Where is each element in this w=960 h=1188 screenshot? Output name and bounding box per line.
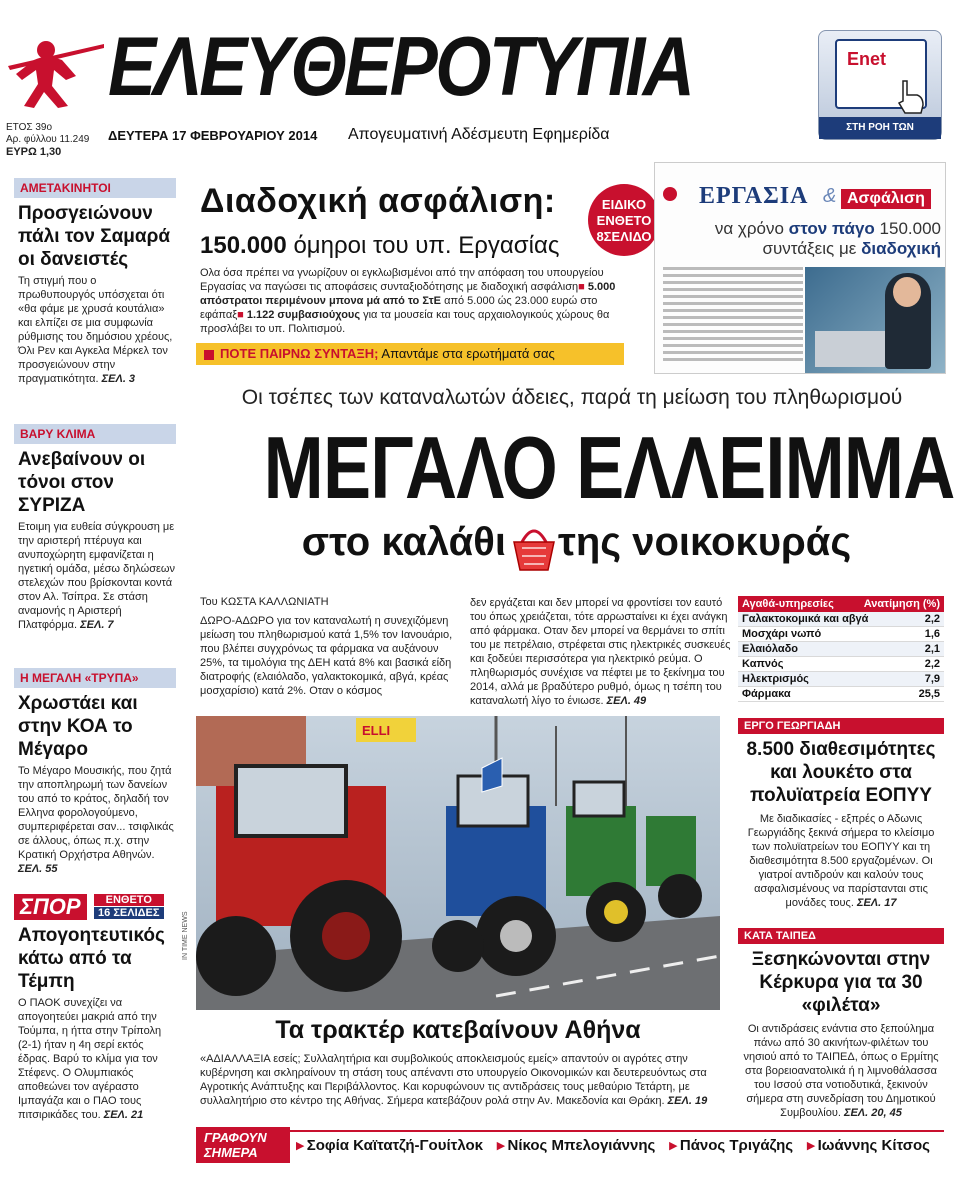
row-item: Καπνός [742,658,784,670]
story-body: Με διαδικασίες - εξπρές ο Αδωνις Γεωργιάδης ξεκινά σήμερα το κλείσιμο των πολυϊατρείων του ΕΟΠΥΥ και τη διαθεσιμότητα 8.500 εργαζομένων. Οι γιατροί αντιδρούν και καλούν τους ασφαλισμένους να παρίστανται στις μονάδες τους. ΣΕΛ. 17 [747,813,935,909]
row-item: Ελαιόλαδο [742,643,798,655]
row-item: Ηλεκτρισμός [742,673,809,685]
writer-name[interactable]: ▸ Σοφία Καϊτατζή-Γουίτλοκ [296,1136,483,1154]
story-kicker: ΑΜΕΤΑΚΙΝΗΤΟΙ [14,178,176,198]
special-insert-badge: ΕΙΔΙΚΟ ΕΝΘΕΤΟ 8ΣΕΛΙΔΟ [588,184,660,256]
tractors-illustration [196,716,720,1010]
story-headline: Ξεσηκώνονται στην Κέρκυρα για τα 30 «φιλέτα» [751,949,931,1016]
byline: Του ΚΩΣΤΑ ΚΑΛΛΩΝΙΑΤΗ [200,596,329,608]
page-ref: ΣΕΛ. 3 [101,373,136,385]
story-body: Οι αντιδράσεις ενάντια στο ξεπούλημα πάνω από 30 ακινήτων-φιλέτων του νησιού από το ΤΑΙΠΕΔ, όπως ο Ερμίτης στα βορειοανατολικά ή η λιμνοθάλασσα του Ισσού στα νοτιοδυτικά, ξεκινούν σήμερα στη συνεδρίαση του Δημοτικού Συμβουλίου. ΣΕΛ. 20, 45 [743,1023,939,1119]
newspaper-title: ΕΛΕΥΘΕΡΟΤΥΠΙΑ [108,19,693,113]
photo-credit: IN TIME NEWS [182,911,189,960]
table-row [738,627,944,642]
story-body: Ο ΠΑΟΚ συνεχίζει να απογοητεύει μακριά από την Τούμπα, η ήττα στην Τρίπολη (2-1) ήταν η 4η σερί εκτός έδρας. Βαρύ το κλίμα για τον Στέφενς. Ο Ολυμπιακός αποθεώνει τον αγέραστο Ιμπαγάζα και ο ΠΑΟ τους πιτσιρικάδες του. ΣΕΛ. 21 [18,997,162,1121]
page-ref: ΣΕΛ. 20, 45 [843,1107,902,1119]
row-value: 7,9 [924,673,940,685]
sport-label-row [14,894,176,920]
story-kicker: ΚΑΤΑ ΤΑΙΠΕΔ [738,928,944,944]
laptop-icon [815,331,885,367]
page-ref: ΣΕΛ. 19 [667,1095,708,1107]
issue-number: Αρ. φύλλου 11.249 [6,134,90,145]
insert-title2: Ασφάλιση [841,189,931,209]
insert-title: ΕΡΓΑΣΙΑ [699,183,809,209]
story-body: Το Μέγαρο Μουσικής, που ζητά την αποπληρωμή των δανείων του από το κράτος, δηλαδή τον Ελληνα φορολογούμενο, συμπεριφέρεται σαν... τσιφλικάς σε άλλους, όπως π.χ. στην Κρατική Ορχήστρα Αθηνών. ΣΕΛ. 55 [18,765,174,875]
article-column-2: δεν εργάζεται και δεν μπορεί να φροντίσει τον εαυτό του όπως χρειάζεται, τότε αρρωσταίνει κι έχει ανάγκη από φάρμακα. Οταν δεν μπορεί να θερμάνει το σπίτι του με πετρέλαιο, στρέφεται στις ηλεκτρικές συσκευές και ξοδεύει περισσότερα για ηλεκτρικό ρεύμα. Ο πληθωρισμός συνέχισε να πέφτει με το ξεκίνημα του 2014, αλλά με βραδύτερο ρυθμό, όμως η τσέπη του καταναλωτή λίγο το ένιωσε. ΣΕΛ. 49 [470,597,731,707]
article-column-1: ΔΩΡΟ-ΑΔΩΡΟ για τον καταναλωτή η συνεχιζόμενη μείωση του πληθωρισμού κατά 1,5% τον Ιανουάριο, που βλέπει συγχρόνως τα φάρμακα να αυξάνουν 25%, τα τιμολόγια της ΔΕΗ κατά 8% και βασικά είδη διατροφής (ελαιόλαδο, γαλακτοκομικά, αβγά, κρέας μοσχαρίσιο) κατά 2%. Οταν ο κόσμος [200,615,453,697]
writers-label: ΓΡΑΦΟΥΝ ΣΗΜΕΡΑ [196,1127,290,1163]
subheadline-right: της νοικοκυράς [558,520,852,564]
writer-name[interactable]: ▸ Νίκος Μπελογιάννης [497,1136,655,1154]
insert-person-face [893,277,921,307]
table-row [738,687,944,702]
story-headline: Προσγειώνουν πάλι τον Σαμαρά οι δανειστές [18,203,171,270]
insert-preview[interactable] [654,162,946,374]
price-increase-table [738,596,944,702]
spear-thrower-logo-icon [6,36,106,110]
page-ref: ΣΕΛ. 17 [856,897,897,909]
row-value: 25,5 [918,688,940,700]
story-body: Ετοιμη για ευθεία σύγκρουση με την αριστερή πτέρυγα και ανυποχώρητη εμφανίζεται η ηγετική ομάδα, μέσω δηλώσεων στελεχών που βρίσκονται κοντά στον Αλ. Τσίπρα. Σε στάση αναμονής η Αριστερή Πλατφόρμα. ΣΕΛ. 7 [18,521,176,631]
main-headline[interactable]: ΜΕΓΑΛΟ ΕΛΛΕΙΜΜΑ [263,418,955,517]
row-value: 1,6 [924,628,940,640]
story-headline: Απογοητευτικός κάτω από τα Τέμπη [18,925,165,992]
table-row [738,642,944,657]
row-item: Μοσχάρι νωπό [742,628,822,640]
tagline: Απογευματινή Αδέσμευτη Εφημερίδα [348,126,610,143]
masthead [0,0,960,160]
shopping-basket-icon [512,520,556,574]
issue-year: ΕΤΟΣ 39ο [6,122,53,133]
insert-amp: & [823,185,837,207]
left-story-syriza[interactable] [14,424,176,632]
pension-question-bar[interactable]: ΠΟΤΕ ΠΑΙΡΝΩ ΣΥΝΤΑΞΗ; Απαντάμε στα ερωτήματά σας [196,343,624,365]
table-rows [738,612,944,702]
mini-logo-icon [663,187,677,201]
insert-text-columns [663,267,803,371]
table-row [738,672,944,687]
table-row [738,612,944,627]
header-increase: Ανατίμηση (%) [863,598,940,610]
main-overline: Οι τσέπες των καταναλωτών άδειες, παρά τη μείωση του πληθωρισμού [241,386,903,409]
story-headline: Ανεβαίνουν οι τόνοι στον ΣΥΡΙΖΑ [18,449,146,516]
page-ref: ΣΕΛ. 21 [103,1109,144,1121]
main-subheadline [196,520,948,580]
enet-banner: ΣΤΗ ΡΟΗ ΤΩΝ ΓΕΓΟΝΟΤΩΝ [819,117,941,139]
subheadline-left: στο καλάθι [301,520,506,564]
right-story-eopyy[interactable] [738,718,944,910]
tractors-photo [196,716,720,1010]
sport-label: ΣΠΟΡ [14,894,87,920]
enet-promo[interactable] [818,30,942,155]
photo-caption-body: «ΑΔΙΑΛΛΑΞΙΑ εσείς; Συλλαλητήρια και συμβολικούς αποκλεισμούς εμείς» απαντούν οι αγρότες στην κυβέρνηση και σκληραίνουν τη στάση τους απέναντι στο υπουργείο Οικονομικών και δευτερευόντως στα Αγροτικής Ανάπτυξης και Περιβάλλοντος. Και κορυφώνουν τις αντιδράσεις τους μεθαύριο Τετάρτη, με συλλαλητήριο στο κέντρο της Αθήνας. Σήμερα κατεβάζουν ρολά στην Αν. Μακεδονία και Θράκη. ΣΕΛ. 19 [200,1053,708,1107]
photo-caption-headline[interactable]: Τα τρακτέρ κατεβαίνουν Αθήνα [275,1016,641,1044]
row-value: 2,2 [924,658,940,670]
story-body: Τη στιγμή που ο πρωθυπουργός υπόσχεται ότι «θα φάμε με χρυσά κουτάλια» και ελπίζει σε μια συμφωνία ρύθμισης του δημόσιου χρέους, Όλι Ρεν και Αγκελα Μέρκελ τον προσγειώνουν στην πραγματικότητα. ΣΕΛ. 3 [18,275,173,385]
table-header [738,596,944,612]
right-story-kerkyra[interactable] [738,928,944,1120]
table-row [738,657,944,672]
story-kicker: ΕΡΓΟ ΓΕΩΡΓΙΑΔΗ [738,718,944,734]
sign-text: ELLI [362,723,391,738]
insurance-headline[interactable]: Διαδοχική ασφάλιση: [200,182,556,220]
page-ref: ΣΕΛ. 49 [606,695,647,707]
writers-strip [196,1130,944,1158]
story-kicker: Η ΜΕΓΑΛΗ «ΤΡΥΠΑ» [14,668,176,688]
left-story-megaro[interactable] [14,668,176,876]
issue-price: ΕΥΡΩ 1,30 [6,146,62,158]
square-bullet-icon [204,350,214,360]
page-ref: ΣΕΛ. 7 [80,619,114,631]
enet-logo: Enet [847,49,887,69]
row-value: 2,1 [924,643,940,655]
insert-headline: να χρόνο στον πάγο 150.000 συντάξεις με διαδοχική [714,219,941,258]
insurance-subheadline: 150.000 όμηροι του υπ. Εργασίας [200,232,560,259]
story-headline: 8.500 διαθεσιμότητες και λουκέτο στα πολυϊατρεία ΕΟΠΥΥ [746,739,936,806]
row-value: 2,2 [924,613,940,625]
left-story-samaras[interactable] [14,178,176,386]
row-item: Γαλακτοκομικά και αβγά [742,613,869,625]
sport-insert-tag: ΕΝΘΕΤΟ 16 ΣΕΛΙΔΕΣ [94,894,163,919]
story-kicker: ΒΑΡΥ ΚΛΙΜΑ [14,424,176,444]
page-ref: ΣΕΛ. 55 [18,863,58,875]
issue-date: ΔΕΥΤΕΡΑ 17 ΦΕΒΡΟΥΑΡΙΟΥ 2014 [108,128,318,143]
writer-name[interactable]: ▸ Ιωάννης Κίτσος [807,1136,930,1154]
left-story-sport[interactable] [14,894,176,1122]
hand-cursor-icon [895,79,925,115]
writer-name[interactable]: ▸ Πάνος Τριγάζης [669,1136,793,1154]
issue-info [6,122,89,159]
insurance-body: Ολα όσα πρέπει να γνωρίζουν οι εγκλωβισμένοι από την απόφαση του υπουργείου Εργασίας να παγώσει τις αποφάσεις συνταξιοδότησης με διαδοχική ασφάλιση■ 5.000 απόστρατοι περιμένουν μπονα μά από το ΣτΕ από 5.000 ώς 23.000 ευρώ στο εφάπαξ■ 1.122 συμβασιούχους για τα μουσεία και τους αρχαιολογικούς χώρους θα προσλάβει το υπ. Πολιτισμού. [200,267,616,335]
story-headline: Χρωστάει και στην ΚΟΑ το Μέγαρο [18,693,138,760]
header-goods: Αγαθά-υπηρεσίες [742,598,834,610]
row-item: Φάρμακα [742,688,791,700]
insert-banner [655,163,945,213]
